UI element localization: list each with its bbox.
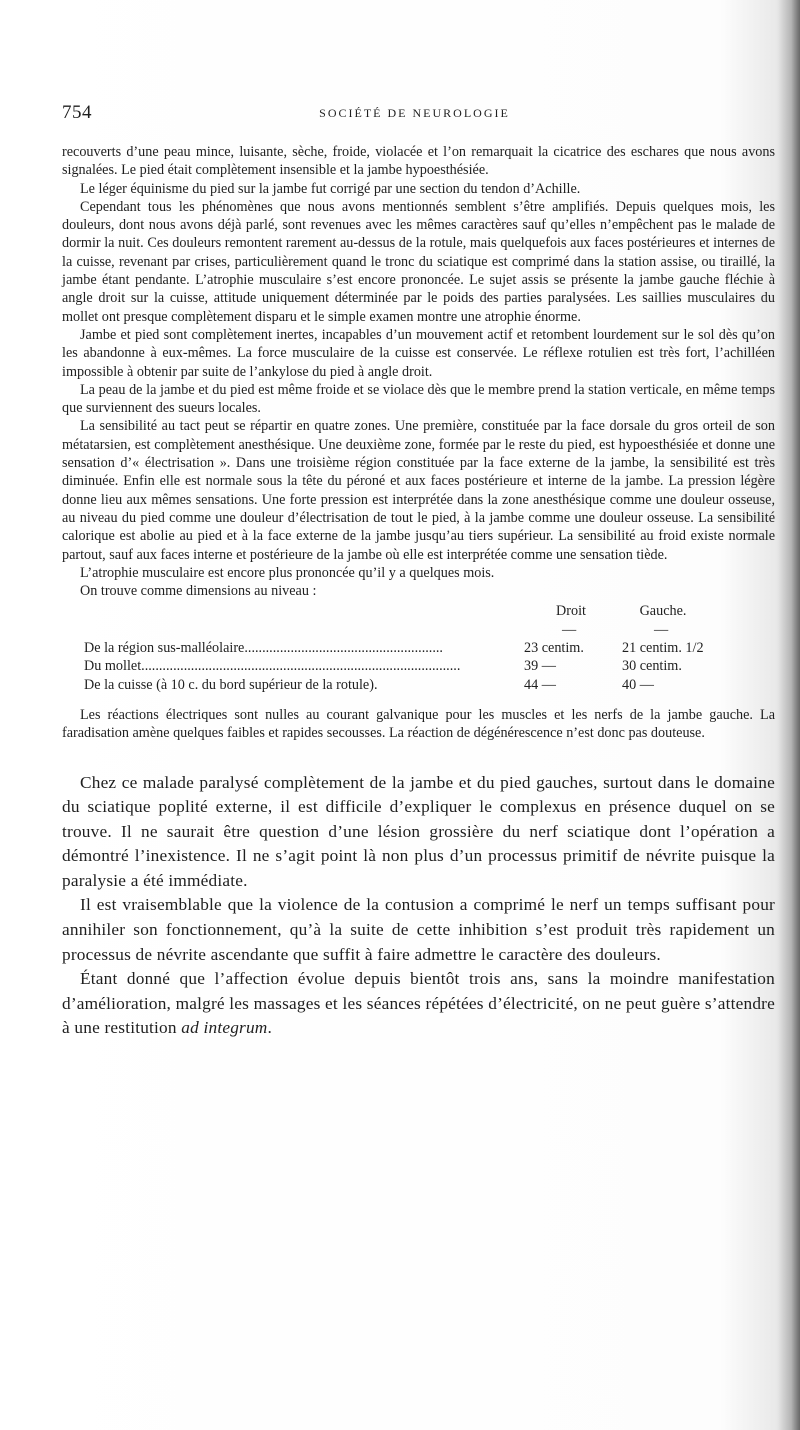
page-edge-shadow: [778, 0, 800, 1430]
paragraph-1: recouverts d’une peau mince, luisante, sèche, froide, violacée et l’on remarquait la cicatrice des eschares que nous avons signalées. Le pied était complètement insensible et la jambe hypoesthésiée.: [62, 144, 775, 179]
large-text-block: [62, 771, 775, 1042]
row-droit: 44 —: [524, 676, 556, 693]
row-gauche: 30 centim.: [622, 658, 682, 675]
page-header: [62, 102, 767, 132]
row-droit: 23 centim.: [524, 640, 584, 657]
page-number: 754: [62, 102, 92, 123]
paragraph-6: La sensibilité au tact peut se répartir en quatre zones. Une première, constituée par la face dorsale du gros orteil de son métatarsien, est complètement anesthésique. Une deuxième zone, formée par le reste du pied, est hypoesthésiée et donne une sensation d’« électrisation ». Dans une troisième région constituée par la face externe de la jambe, la sensibilité est très diminuée. Enfin elle est normale sous la tête du péroné et aux faces postérieure et interne de la jambe. La pression légère donne lieu aux mêmes sensations. Une forte pression est interprétée dans la zone anesthésique comme une douleur osseuse, au niveau du pied comme une douleur d’électrisation de tout le pied, à la jambe comme une douleur osseuse. La sensibilité calorique est abolie au pied et à la face externe de la jambe jusqu’au tiers supérieur. La sensibilité au froid existe normale partout, sauf aux faces interne et postérieure de la jambe où elle est interprétée comme une sensation tiède.: [62, 418, 775, 563]
paragraph-2: Le léger équinisme du pied sur la jambe fut corrigé par une section du tendon d’Achille.: [80, 180, 581, 197]
table-row: [62, 639, 775, 657]
large-paragraph-3: Étant donné que l’affection évolue depuis bientôt trois ans, sans la moindre manifestation d’amélioration, malgré les massages et les séances répétées d’électricité, on ne peut guère s’attendre à une restitution ad integrum.: [62, 969, 775, 1038]
dimensions-table: [62, 602, 775, 693]
table-row: [62, 676, 775, 694]
large-paragraph-2: Il est vraisemblable que la violence de la contusion a comprimé le nerf un temps suffisant pour annihiler son fonctionnement, qu’à la suite de cette inhibition s’est produit très rapidement un processus de névrite ascendante que suffit à faire admettre le caractère des douleurs.: [62, 895, 775, 964]
row-label: Du mollet..........................................................................................: [84, 658, 461, 675]
ad-integrum: ad integrum: [181, 1018, 268, 1038]
paragraph-reactions: Les réactions électriques sont nulles au courant galvanique pour les muscles et les nerfs de la jambe gauche. La faradisation amène quelques faibles et rapides secousses. La réaction de dégénérescence n’est donc pas douteuse.: [62, 706, 775, 742]
large-paragraph-1: Chez ce malade paralysé complètement de la jambe et du pied gauches, surtout dans le domaine du sciatique poplité externe, il est difficile d’expliquer le complexus en présence duquel on se trouve. Il ne saurait être question d’une lésion grossière du nerf sciatique dont l’opération a démontré l’inexistence. Il ne s’agit point là non plus d’un processus primitif de névrite puisque la paralysie a été immédiate.: [62, 772, 775, 890]
row-label: De la cuisse (à 10 c. du bord supérieur de la rotule).: [84, 676, 378, 693]
row-gauche: 40 —: [622, 676, 654, 693]
small-text-block: [62, 143, 775, 743]
table-row: [62, 657, 775, 675]
paragraph-4: Jambe et pied sont complètement inertes, incapables d’un mouvement actif et retombent lourdement sur le sol dès qu’on les abandonne à eux-mêmes. La force musculaire de la cuisse est conservée. Le réflexe rotulien est très fort, l’achilléen impossible à obtenir par suite de l’ankylose du pied à angle droit.: [62, 326, 775, 380]
paragraph-8: On trouve comme dimensions au niveau :: [80, 583, 317, 600]
dash-droit: —: [562, 621, 577, 638]
page-body: [62, 143, 775, 1041]
row-droit: 39 —: [524, 658, 556, 675]
paragraph-3: Cependant tous les phénomènes que nous avons mentionnés semblent s’être amplifiés. Depuis quelques mois, les douleurs, dont nous avons déjà parlé, sont revenues avec les mêmes caractères sauf qu’elles n’empêchent pas le malade de dormir la nuit. Ces douleurs remontent rarement au-dessus de la rotule, mais quelquefois aux faces postérieures et internes de la cuisse, revenant par crises, particulièrement quand le tronc du sciatique est comprimé dans la station assise, ou tiraillé, la jambe étant pendante. L’atrophie musculaire s’est encore prononcée. Le sujet assis se présente la jambe gauche fléchie à angle droit sur la cuisse, attitude uniquement déterminée par le poids des parties paralysées. Les saillies musculaires du mollet ont presque complètement disparu et le simple examen montre une atrophie énorme.: [62, 198, 775, 325]
dash-gauche: —: [654, 621, 669, 638]
dimensions-dashes: [62, 621, 775, 639]
row-label: De la région sus-malléolaire........................................................: [84, 640, 443, 657]
row-gauche: 21 centim. 1/2: [622, 640, 704, 657]
paragraph-7: L’atrophie musculaire est encore plus prononcée qu’il y a quelques mois.: [80, 564, 495, 581]
column-droit: Droit: [556, 603, 586, 620]
column-gauche: Gauche.: [639, 603, 687, 620]
paragraph-5: La peau de la jambe et du pied est même froide et se violace dès que le membre prend la station verticale, en même temps que surviennent des sueurs locales.: [62, 381, 775, 417]
running-head: SOCIÉTÉ DE NEUROLOGIE: [319, 106, 510, 120]
dimensions-header: [62, 602, 775, 620]
